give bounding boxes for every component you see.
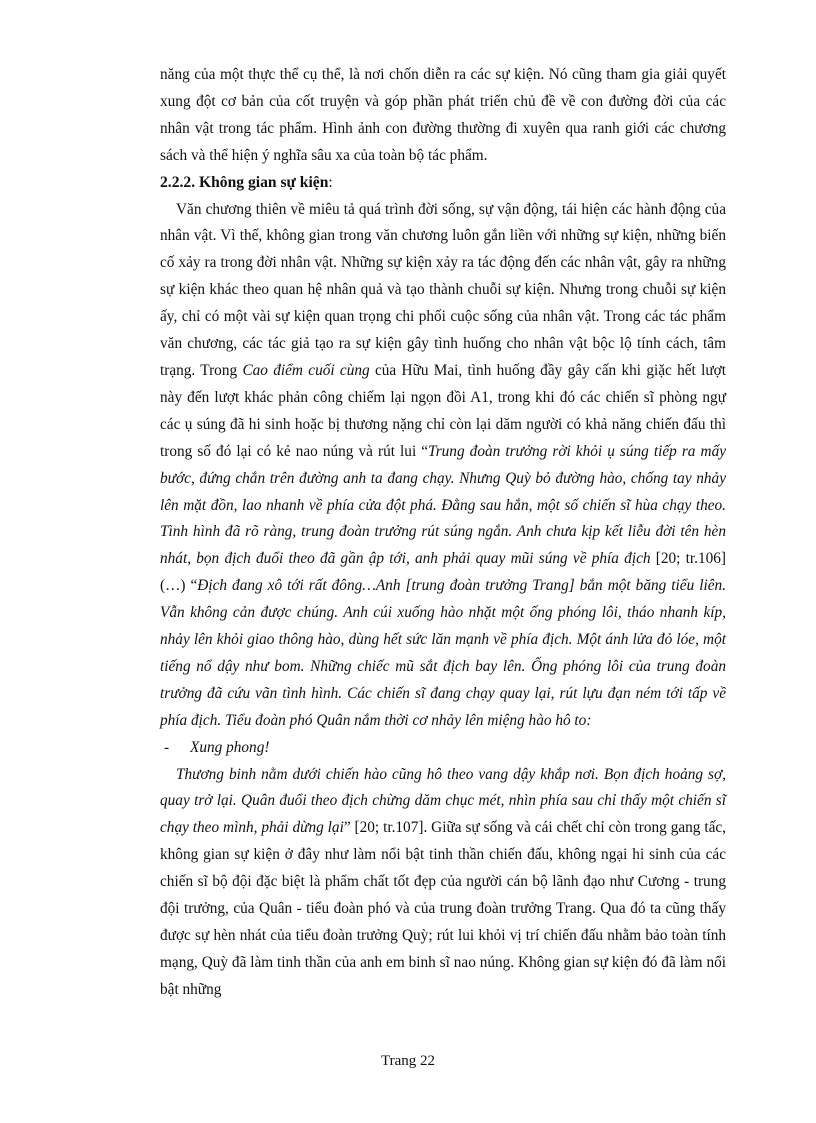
book-title: Cao điểm cuối cùng (242, 361, 370, 379)
section-heading-text: 2.2.2. Không gian sự kiện (160, 173, 329, 191)
section-heading (160, 170, 726, 197)
paragraph-text: Văn chương thiên về miêu tả quá trình đời sống, sự vận động, tái hiện các hành động của nhân vật. Vì thế, không gian trong văn chương luôn gắn liền với những sự kiện, những biến cố xảy ra trong đời nhân vật. Những sự kiện xảy ra tác động đến các nhân vật, gây ra những sự kiện khác theo quan hệ nhân quả và tạo thành chuỗi sự kiện. Nhưng trong chuỗi sự kiện ấy, chỉ có một vài sự kiện quan trọng chi phối cuộc sống của nhân vật. Trong các tác phẩm văn chương, các tác giả tạo ra sự kiện gây tình huống cho nhân vật bộc lộ tính cách, tâm trạng. Trong (160, 200, 726, 379)
citation: [20; tr.106] (…) “ (160, 550, 726, 595)
paragraph-text: ” [20; tr.107]. Giữa sự sống và cái chết chỉ còn trong gang tấc, không gian sự kiện ở đây như làm nổi bật tinh thần chiến đấu, không ngại hi sinh của các chiến sĩ bộ đội đặc biệt là phẩm chất tốt đẹp của người cán bộ lãnh đạo như Cương - trung đội trưởng, của Quân - tiểu đoàn phó và của trung đoàn trưởng Trang. Qua đó ta cũng thấy được sự hèn nhát của tiểu đoàn trưởng Quỳ; rút lui khỏi vị trí chiến đấu nhằm bảo toàn tính mạng, Quỳ đã làm tinh thần của anh em binh sĩ nao núng. Không gian sự kiện đó đã làm nổi bật những (160, 819, 726, 998)
quotation: Địch đang xô tới rất đông…Anh [trung đoàn trưởng Trang] bắn một băng tiểu liên. Vẫn không cản được chúng. Anh cúi xuống hào nhặt một ống phóng lôi, tháo nhanh kíp, nhảy lên khỏi giao thông hào, dùng hết sức lăn mạnh về phía địch. Một ánh lửa đỏ lóe, một tiếng nổ dậy như bom. Những chiếc mũ sắt địch bay lên. Ống phóng lôi của trung đoàn trưởng đã cứu vãn tình hình. Các chiến sĩ đang chạy quay lại, rút lựu đạn ném tới tấp về phía địch. Tiểu đoàn phó Quân nắm thời cơ nhảy lên miệng hào hô to: (160, 577, 726, 729)
page-number: Trang 22 (380, 1053, 436, 1069)
dialogue-text: Xung phong! (190, 738, 270, 756)
dash-mark: - (164, 738, 170, 756)
section-heading-colon: : (328, 173, 333, 191)
paragraph-continuation: năng của một thực thể cụ thể, là nơi chốn diễn ra các sự kiện. Nó cũng tham gia giải quyết xung đột cơ bản của cốt truyện và góp phần phát triển chủ đề về con đường đời của các nhân vật trong tác phẩm. Hình ảnh con đường thường đi xuyên qua ranh giới các chương sách và thể hiện ý nghĩa sâu xa của toàn bộ tác phẩm. (160, 66, 726, 164)
paragraph-text: của Hữu Mai, tình huống đầy gây cấn khi giặc hết lượt này đến lượt khác phản công chiếm lại ngọn đồi A1, trong khi đó các chiến sĩ phòng ngự các ụ súng đã hi sinh hoặc bị thương nặng chỉ còn lại dăm người có khả năng chiến đấu thì trong số đó lại có kẻ nao núng và rút lui “ (160, 361, 726, 460)
paragraph-event-space (160, 197, 726, 735)
paragraph-conclusion (160, 762, 726, 1004)
dialogue-line (160, 735, 726, 762)
quotation: Thương binh nằm dưới chiến hào cũng hô theo vang dậy khắp nơi. Bọn địch hoảng sợ, quay trở lại. Quân đuổi theo địch chừng dăm chục mét, nhìn phía sau chỉ thấy một chiến sĩ chạy theo mình, phải dừng lại (160, 765, 726, 837)
document-page (160, 62, 726, 1004)
quotation: Trung đoàn trưởng rời khỏi ụ súng tiếp ra mấy bước, đứng chắn trên đường anh ta đang chạy. Nhưng Quỳ bỏ đường hào, chống tay nhảy lên mặt đồn, lao nhanh về phía cửa đột phá. Đằng sau hắn, một số chiến sĩ hùa chạy theo. Tình hình đã rõ ràng, trung đoàn trưởng rút súng ngắn. Anh chưa kịp kết liễu đời tên hèn nhát, bọn địch đuổi theo đã gần ập tới, anh phải quay mũi súng về phía địch (160, 442, 727, 568)
